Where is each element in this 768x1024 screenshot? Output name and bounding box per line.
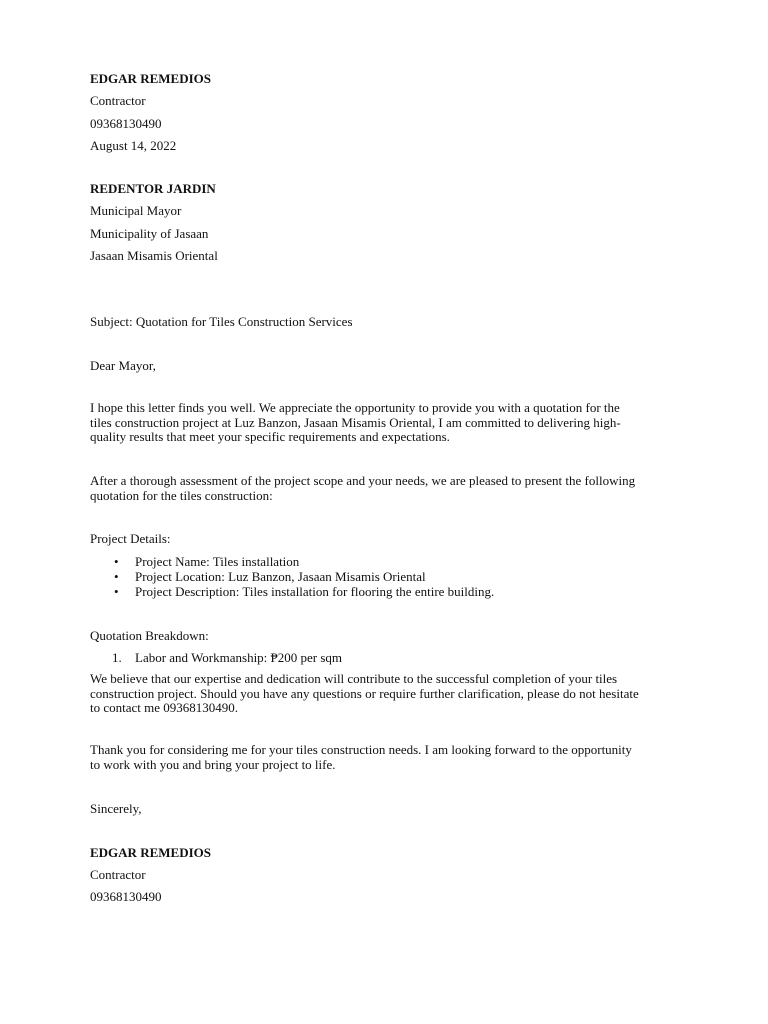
salutation: Dear Mayor,: [90, 358, 156, 373]
belief-line: to contact me 09368130490.: [90, 700, 239, 715]
assessment-line: After a thorough assessment of the project scope and your needs, we are pleased to present the following: [90, 473, 636, 488]
list-item-text: Project Name: Tiles installation: [135, 554, 300, 569]
list-item-text: Project Description: Tiles installation for flooring the entire building.: [135, 584, 495, 599]
thanks-line: Thank you for considering me for your tiles construction needs. I am looking forward to the opportunity: [90, 742, 632, 757]
sender-title: Contractor: [90, 93, 146, 108]
intro-line: tiles construction project at Luz Banzon, Jasaan Misamis Oriental, I am committed to delivering high-: [90, 414, 621, 430]
intro-line: quality results that meet your specific requirements and expectations.: [90, 429, 450, 444]
intro-paragraph: [90, 401, 680, 445]
belief-line: We believe that our expertise and dedication will contribute to the successful completion of your tiles: [90, 671, 618, 686]
subject-line: Subject: Quotation for Tiles Construction Services: [90, 314, 353, 329]
project-details-heading: Project Details:: [90, 531, 171, 546]
intro-line: I hope this letter finds you well. We appreciate the opportunity to provide you with a quotation for the: [90, 400, 620, 415]
letter-date: August 14, 2022: [90, 138, 177, 153]
sender-phone: 09368130490: [90, 116, 162, 131]
closing: Sincerely,: [90, 801, 142, 816]
sender-name: EDGAR REMEDIOS: [90, 71, 211, 86]
list-item-text: Project Location: Luz Banzon, Jasaan Misamis Oriental: [135, 569, 426, 584]
item-number: 1.: [112, 650, 122, 665]
recipient-address: Jasaan Misamis Oriental: [90, 248, 218, 263]
quotation-heading: Quotation Breakdown:: [90, 628, 209, 643]
signature-title: Contractor: [90, 867, 146, 882]
signature-name: EDGAR REMEDIOS: [90, 845, 211, 860]
recipient-name: REDENTOR JARDIN: [90, 181, 216, 196]
bullet-icon: •: [114, 584, 119, 599]
list-item: [90, 569, 494, 584]
list-item: [90, 554, 494, 569]
thanks-line: to work with you and bring your project to life.: [90, 756, 336, 772]
belief-paragraph: [90, 672, 680, 716]
item-text: Labor and Workmanship: ₱200 per sqm: [135, 650, 343, 665]
belief-line: construction project. Should you have any questions or require further clarification, please do not hesitate: [90, 685, 639, 701]
list-item: [90, 584, 494, 599]
assessment-line: quotation for the tiles construction:: [90, 487, 273, 503]
signature-phone: 09368130490: [90, 889, 162, 904]
assessment-paragraph: [90, 474, 680, 503]
bullet-icon: •: [114, 554, 119, 569]
thanks-paragraph: [90, 743, 680, 772]
bullet-icon: •: [114, 569, 119, 584]
recipient-title: Municipal Mayor: [90, 203, 182, 218]
project-details-list: [90, 554, 494, 599]
recipient-office: Municipality of Jasaan: [90, 226, 209, 241]
